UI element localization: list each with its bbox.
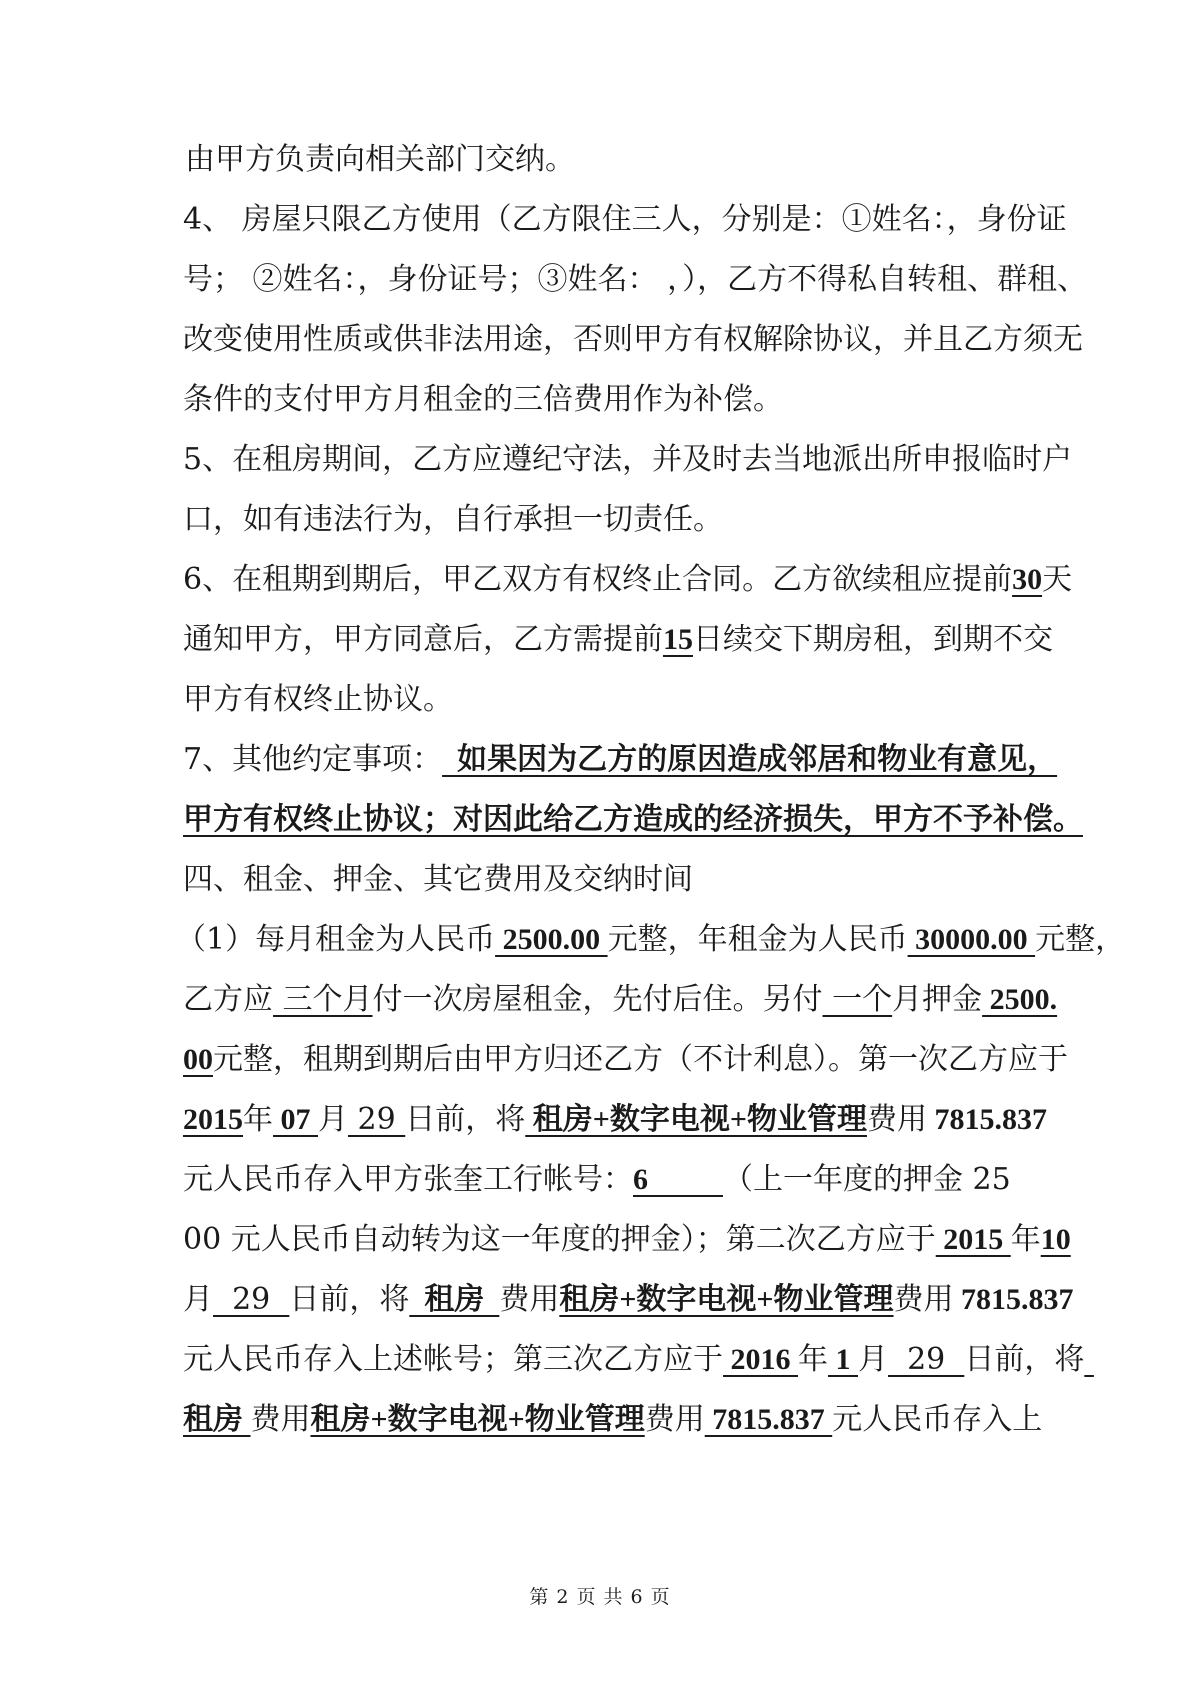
fee-items: 租房+数字电视+物业管理 xyxy=(525,1103,867,1136)
rent-line-6 xyxy=(183,1220,1071,1260)
yearly-rent: 30000.00 xyxy=(907,923,1036,956)
payment-period: 三个月 xyxy=(273,982,373,1017)
rent-line-9 xyxy=(183,1400,1043,1440)
text: 月押金 xyxy=(892,982,983,1017)
text: 元人民币存入甲方张奎工行帐号： xyxy=(183,1162,633,1197)
rent-line-2 xyxy=(183,980,1058,1020)
text: 费用 xyxy=(250,1402,311,1437)
year-1: 2015 xyxy=(183,1103,243,1136)
amount-2: 7815.837 xyxy=(953,1283,1074,1316)
text: 6、在租期到期后，甲乙双方有权终止合同。乙方欲续租应提前 xyxy=(183,562,1013,597)
text: 7、其他约定事项： xyxy=(183,742,443,777)
day-3: 29 xyxy=(888,1342,965,1377)
month-2: 10 xyxy=(1040,1223,1071,1256)
text: 费用 xyxy=(866,1102,927,1137)
rent-line-4 xyxy=(183,1100,1047,1140)
rent-line-1 xyxy=(176,920,1126,960)
text: 通知甲方，甲方同意后，乙方需提前 xyxy=(183,622,663,657)
item-6-line-3: 甲方有权终止协议。 xyxy=(183,682,453,717)
item-6-line-1 xyxy=(183,560,1073,600)
text: 日续交下期房租，到期不交 xyxy=(693,622,1053,657)
text: 年 xyxy=(798,1342,828,1377)
paragraph-line xyxy=(185,140,1030,180)
text: 付一次房屋租金，先付后住。另付 xyxy=(372,982,823,1017)
rent-item: 租房 xyxy=(183,1403,251,1436)
deposit-months: 一个 xyxy=(822,982,893,1017)
item-7-line-2 xyxy=(183,800,1083,840)
year-3: 2016 xyxy=(723,1343,798,1376)
text: 月 xyxy=(183,1282,213,1317)
text: （上一年度的押金 25 xyxy=(723,1162,1011,1197)
item-6-line-2 xyxy=(183,620,1053,660)
other-terms: 如果因为乙方的原因造成邻居和物业有意见， xyxy=(442,743,1058,776)
text: 年 xyxy=(1010,1222,1041,1257)
other-terms: 甲方有权终止协议；对因此给乙方造成的经济损失，甲方不予补偿。 xyxy=(183,803,1083,836)
fee-items: 租房+数字电视+物业管理 xyxy=(310,1403,645,1436)
day-2: 29 xyxy=(213,1282,290,1317)
text: 费用 xyxy=(893,1282,954,1317)
section-heading: 四、租金、押金、其它费用及交纳时间 xyxy=(183,862,693,897)
rent-line-8 xyxy=(183,1340,1085,1380)
item-7-line-1 xyxy=(183,740,1058,780)
item-4-line-1: 4、 房屋只限乙方使用（乙方限住三人，分别是：①姓名：，身份证 xyxy=(183,202,1067,237)
text: 费用 xyxy=(499,1282,560,1317)
rent-line-5 xyxy=(183,1160,1028,1200)
page-footer: 第 2 页 共 6 页 xyxy=(529,1586,671,1608)
text: 月 xyxy=(858,1342,888,1377)
monthly-rent: 2500.00 xyxy=(495,923,608,956)
item-4-line-3: 改变使用性质或供非法用途，否则甲方有权解除协议，并且乙方须无 xyxy=(183,322,1083,357)
amount-3: 7815.837 xyxy=(704,1403,833,1436)
blank xyxy=(1084,1342,1094,1377)
item-4-line-4: 条件的支付甲方月租金的三倍费用作为补偿。 xyxy=(183,382,783,417)
item-5-line-1: 5、在租房期间，乙方应遵纪守法，并及时去当地派出所申报临时户 xyxy=(183,442,1073,477)
item-5-line-2: 口，如有违法行为，自行承担一切责任。 xyxy=(183,502,723,537)
text: 元整， xyxy=(1035,922,1126,957)
rent-line-7 xyxy=(183,1280,1074,1320)
text: 费用 xyxy=(644,1402,705,1437)
rent-line-3 xyxy=(183,1040,1068,1080)
text: （1）每月租金为人民币 xyxy=(176,922,496,957)
text: 由甲方负责向相关部门交纳。 xyxy=(185,142,575,177)
month-1: 07 xyxy=(273,1103,318,1136)
rent-item: 租房 xyxy=(409,1283,500,1316)
day-1: 29 xyxy=(348,1102,406,1137)
text: 天 xyxy=(1042,562,1073,597)
item-4-line-2: 号； ②姓名：，身份证号；③姓名： ，），乙方不得私自转租、群租、 xyxy=(183,262,1088,297)
text: 日前，将 xyxy=(964,1342,1085,1377)
text: 元人民币存入上述帐号；第三次乙方应于 xyxy=(183,1342,723,1377)
deposit-amount: 2500. xyxy=(982,983,1058,1016)
text: 元人民币存入上 xyxy=(832,1402,1043,1437)
text: 元整，年租金为人民币 xyxy=(607,922,908,957)
renew-days: 15 xyxy=(663,623,693,656)
month-3: 1 xyxy=(828,1343,858,1376)
year-2: 2015 xyxy=(935,1223,1011,1256)
text: 00 元人民币自动转为这一年度的押金）；第二次乙方应于 xyxy=(183,1222,936,1257)
bank-account: 6 xyxy=(633,1163,723,1196)
text: 月 xyxy=(318,1102,348,1137)
fee-items: 租房+数字电视+物业管理 xyxy=(559,1283,894,1316)
text: 日前，将 xyxy=(405,1102,526,1137)
amount-1: 7815.837 xyxy=(926,1103,1047,1136)
text: 元整，租期到期后由甲方归还乙方（不计利息）。第一次乙方应于 xyxy=(213,1042,1068,1077)
text: 乙方应 xyxy=(183,982,273,1017)
deposit-amount: 00 xyxy=(183,1043,213,1076)
text: 日前，将 xyxy=(289,1282,410,1317)
text: 年 xyxy=(243,1102,273,1137)
notice-days: 30 xyxy=(1012,563,1043,596)
